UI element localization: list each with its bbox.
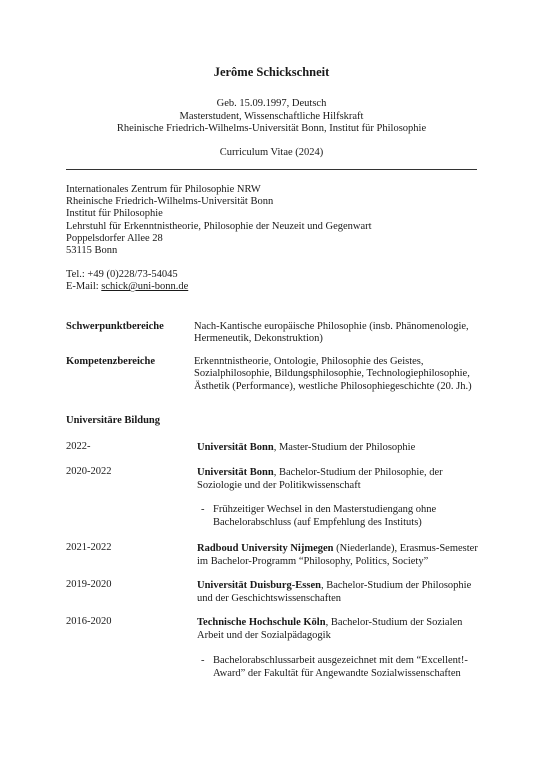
address-line: Internationales Zentrum für Philosophie NRW: [66, 184, 261, 195]
header-divider: [66, 169, 477, 170]
education-entry: [197, 579, 487, 605]
bullet-dash: -: [201, 655, 205, 666]
email-line: [66, 281, 188, 293]
address-line: Poppelsdorfer Allee 28: [66, 232, 163, 244]
bullet-text: Bachelorabschlussarbeit ausgezeichnet mit dem “Excellent!-Award” der Fakultät für Angewandte Sozialwissenschaften: [213, 655, 468, 679]
focus-label: Schwerpunktbereiche: [66, 321, 164, 332]
bullet-dash: -: [201, 504, 205, 515]
phone-line: Tel.: +49 (0)228/73-54045: [66, 269, 178, 280]
education-entry: [197, 542, 487, 568]
contact-block: [66, 269, 188, 293]
education-entry: [197, 466, 487, 492]
competence-label: Kompetenzbereiche: [66, 356, 156, 367]
address-line: 53115 Bonn: [66, 245, 118, 257]
address-line: Rheinische Friedrich-Wilhelms-Universität Bonn: [66, 196, 274, 208]
entry-description: , Bachelor-Studium der Philosophie und der Geschichtswissenschaften: [197, 580, 472, 604]
entry-years: 2020-2022: [66, 466, 112, 477]
affiliation-info: Rheinische Friedrich-Wilhelms-Universität Bonn, Institut für Philosophie: [116, 123, 427, 134]
entry-years: 2019-2020: [66, 579, 112, 590]
education-title: Universitäre Bildung: [66, 415, 161, 426]
competence-text: Erkenntnistheorie, Ontologie, Philosophie des Geistes, Sozialphilosophie, Bildungsphilosophie, Technologiephilosophie, Ästhetik (Performance), westliche Philosophiegeschichte (20. Jh.): [194, 356, 472, 392]
address-line: Lehrstuhl für Erkenntnistheorie, Philosophie der Neuzeit und Gegenwart: [66, 220, 372, 232]
institution-name: Universität Bonn: [197, 467, 274, 478]
bullet-text: Frühzeitiger Wechsel in den Masterstudiengang ohne Bachelorabschluss (auf Empfehlung des Instituts): [213, 504, 437, 528]
education-entry: [197, 616, 487, 642]
institution-name: Radboud University Nijmegen: [197, 543, 334, 554]
address-block: [66, 184, 372, 257]
entry-description: , Bachelor-Studium der Sozialen Arbeit und der Sozialpädagogik: [197, 617, 463, 641]
birth-info: Geb. 15.09.1997, Deutsch: [216, 98, 327, 109]
entry-years: 2022-: [66, 441, 91, 452]
entry-description: (Niederlande), Erasmus-Semester im Bachelor-Programm “Philosophy, Politics, Society”: [197, 543, 478, 567]
entry-years: 2016-2020: [66, 616, 112, 627]
entry-description: , Bachelor-Studium der Philosophie, der Soziologie und der Politikwissenschaft: [197, 467, 443, 491]
email-link[interactable]: schick@uni-bonn.de: [101, 281, 189, 293]
institution-name: Universität Bonn: [197, 442, 274, 453]
focus-text: Nach-Kantische europäische Philosophie (insb. Phänomenologie, Hermeneutik, Dekonstruktion): [194, 321, 469, 345]
address-line: Institut für Philosophie: [66, 208, 163, 220]
cv-title: Curriculum Vitae (2024): [219, 147, 324, 158]
position-info: Masterstudent, Wissenschaftliche Hilfskraft: [179, 111, 364, 122]
institution-name: Technische Hochschule Köln: [197, 617, 326, 628]
entry-years: 2021-2022: [66, 542, 112, 553]
cv-name: Jerôme Schickschneit: [213, 65, 330, 79]
institution-name: Universität Duisburg-Essen: [197, 580, 321, 591]
education-entry: [197, 441, 487, 454]
email-label: E-Mail:: [66, 281, 102, 293]
entry-description: , Master-Studium der Philosophie: [273, 442, 416, 453]
